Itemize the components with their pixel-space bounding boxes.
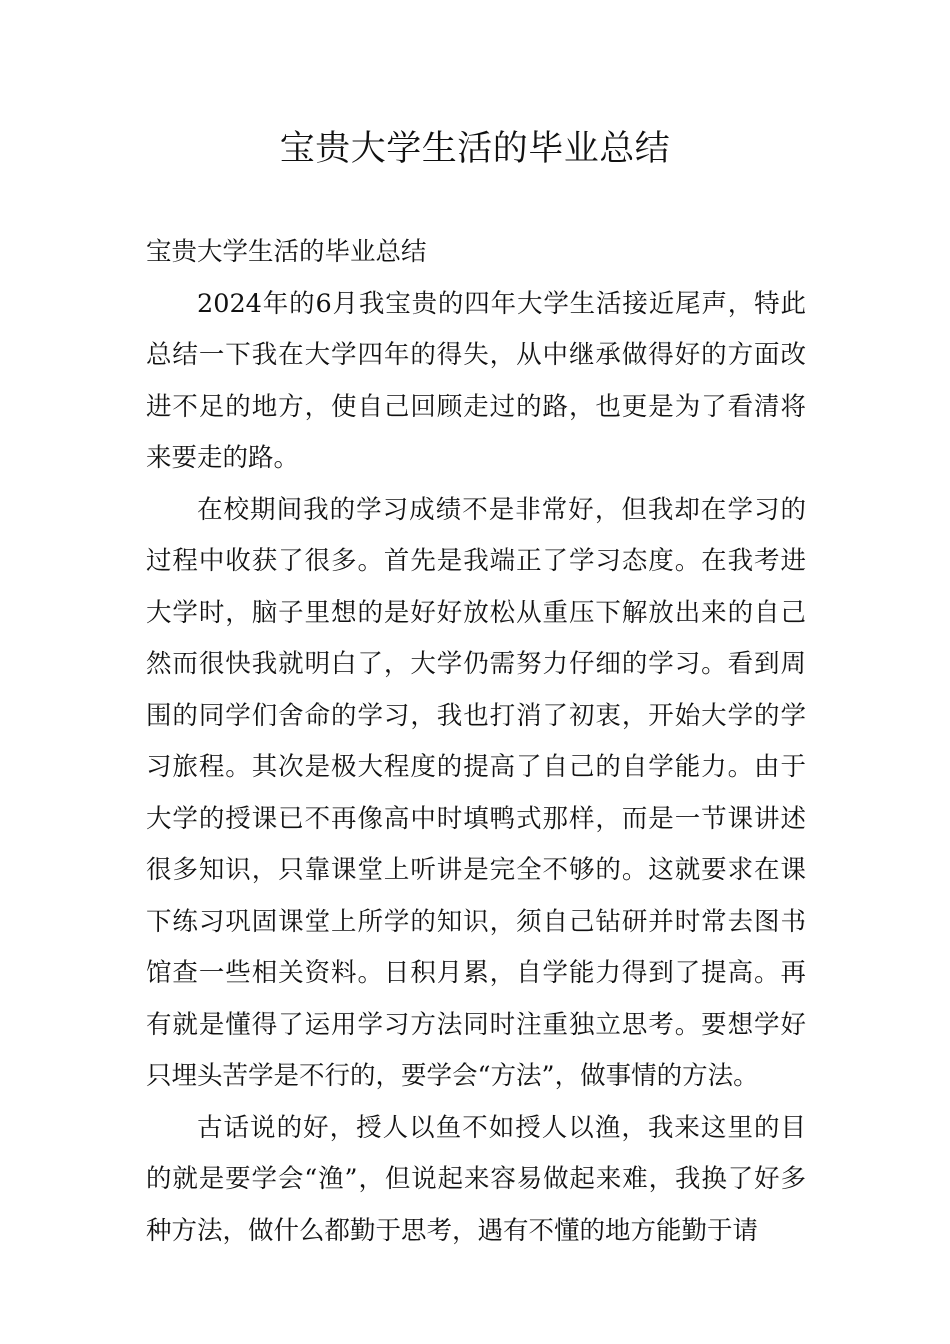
paragraph-2: 在校期间我的学习成绩不是非常好，但我却在学习的过程中收获了很多。首先是我端正了学习态度。在我考进大学时，脑子里想的是好好放松从重压下解放出来的自己然而很快我就明白了，大学仍需努力仔细的学习。看到周围的同学们舍命的学习，我也打消了初衷，开始大学的学习旅程。其次是极大程度的提高了自己的自学能力。由于大学的授课已不再像高中时填鸭式那样，而是一节课讲述很多知识，只靠课堂上听讲是完全不够的。这就要求在课下练习巩固课堂上所学的知识，须自己钻研并时常去图书馆查一些相关资料。日积月累，自学能力得到了提高。再有就是懂得了运用学习方法同时注重独立思考。要想学好只埋头苦学是不行的，要学会“方法”，做事情的方法。 xyxy=(146,494,806,1091)
paragraph-1: 2024年的6月我宝贵的四年大学生活接近尾声，特此总结一下我在大学四年的得失，从中继承做得好的方面改进不足的地方，使自己回顾走过的路，也更是为了看清将来要走的路。 xyxy=(146,288,806,473)
document-body xyxy=(146,227,806,1257)
paragraph-3: 古话说的好，授人以鱼不如授人以渔，我来这里的目的就是要学会“渔”，但说起来容易做起来难，我换了好多种方法，做什么都勤于思考，遇有不懂的地方能勤于请 xyxy=(146,1112,806,1246)
document-subtitle: 宝贵大学生活的毕业总结 xyxy=(146,237,427,267)
document-title: 宝贵大学生活的毕业总结 xyxy=(279,129,671,169)
